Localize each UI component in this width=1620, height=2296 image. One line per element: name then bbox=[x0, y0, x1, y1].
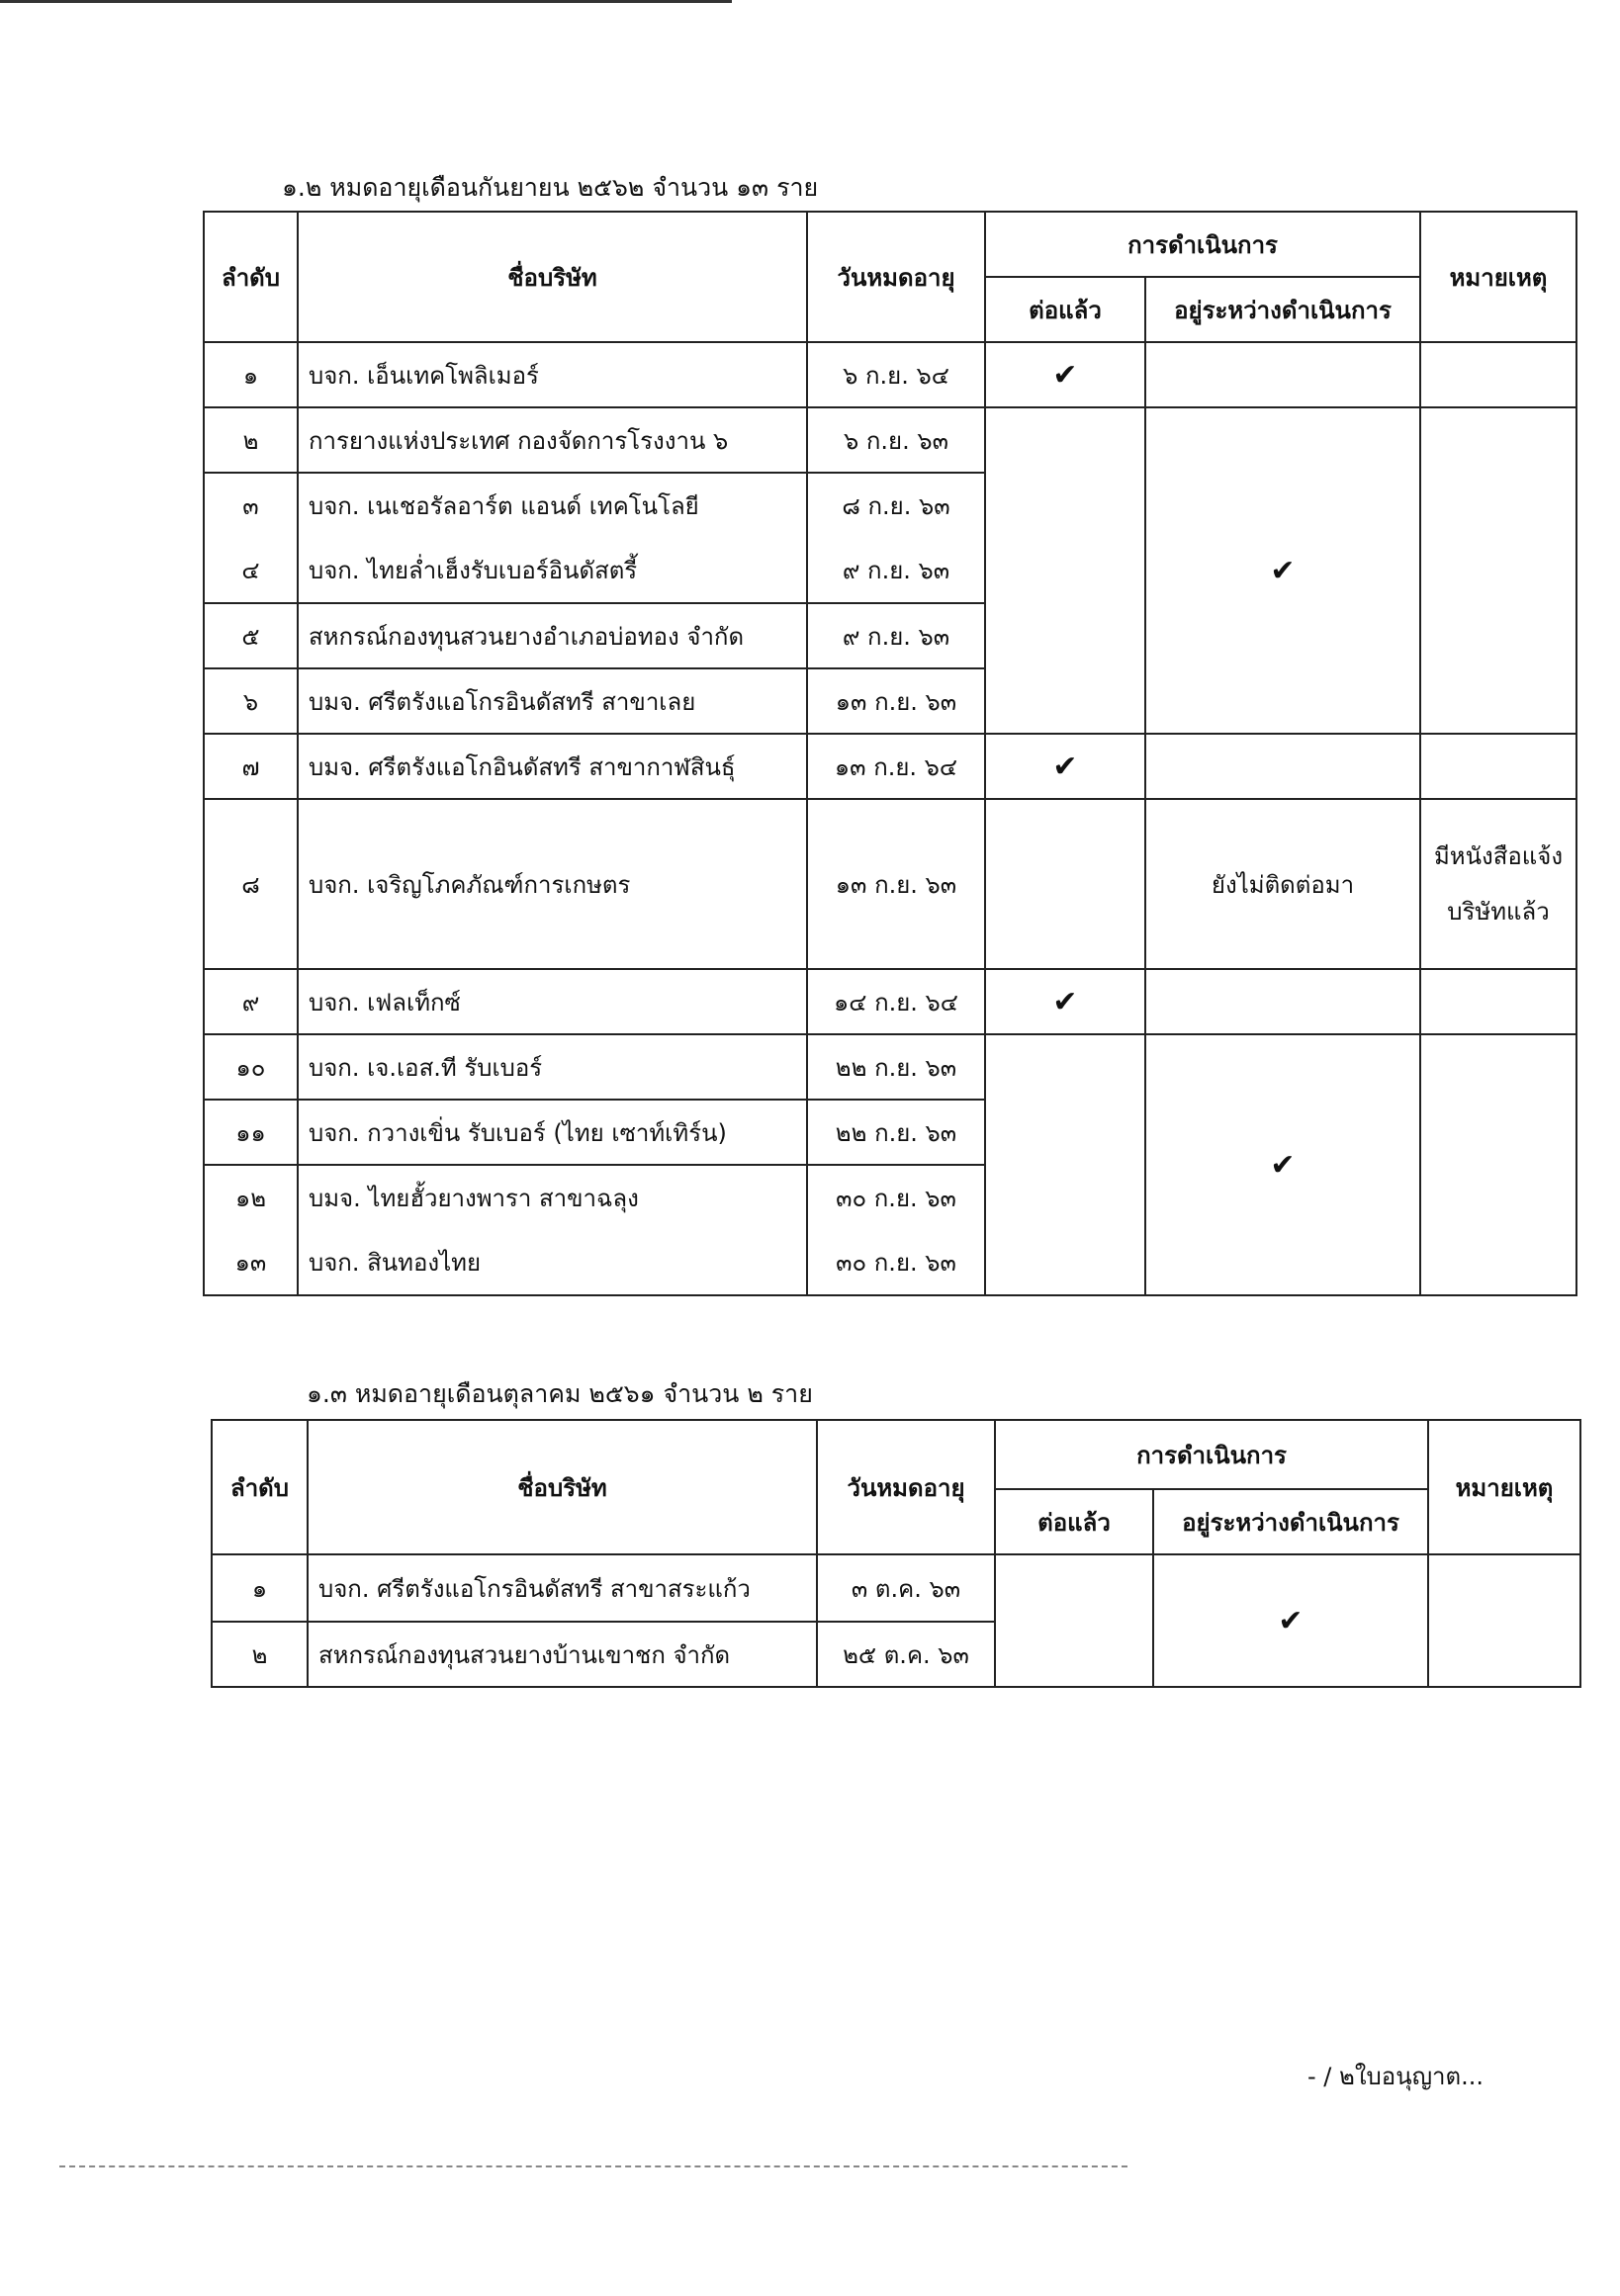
row-company: บจก. เจริญโภคภัณฑ์การเกษตร bbox=[298, 799, 807, 969]
remark-cell bbox=[1420, 969, 1576, 1034]
renewed-check: ✔ bbox=[985, 342, 1145, 407]
header-renewed: ต่อแล้ว bbox=[995, 1489, 1153, 1554]
section-heading-1-3: ๑.๓ หมดอายุเดือนตุลาคม ๒๕๖๑ จำนวน ๒ ราย bbox=[307, 1379, 813, 1408]
row-company: สหกรณ์กองทุนสวนยางบ้านเขาชก จำกัด bbox=[308, 1622, 817, 1687]
row-expiry: ๓๐ ก.ย. ๖๓ bbox=[807, 1165, 985, 1230]
table-oct-2561 bbox=[211, 1419, 1581, 1688]
row-company: บจก. กวางเขิ่น รับเบอร์ (ไทย เซาท์เทิร์น) bbox=[298, 1100, 807, 1165]
row-no: ๑๓ bbox=[204, 1230, 298, 1295]
renewed-cell bbox=[995, 1554, 1153, 1687]
table-row bbox=[204, 969, 1576, 1034]
row-company: บจก. เจ.เอส.ที รับเบอร์ bbox=[298, 1034, 807, 1100]
row-company: บจก. สินทองไทย bbox=[298, 1230, 807, 1295]
row-company: บมจ. ศรีตรังแอโกรอินดัสทรี สาขาเลย bbox=[298, 668, 807, 734]
row-no: ๒ bbox=[212, 1622, 308, 1687]
row-expiry: ๑๔ ก.ย. ๖๔ bbox=[807, 969, 985, 1034]
header-company: ชื่อบริษัท bbox=[308, 1420, 817, 1554]
row-expiry: ๑๓ ก.ย. ๖๓ bbox=[807, 668, 985, 734]
row-no: ๑ bbox=[212, 1554, 308, 1622]
renewed-cell bbox=[985, 1034, 1145, 1295]
row-no: ๑๐ bbox=[204, 1034, 298, 1100]
remark-cell bbox=[1420, 1034, 1576, 1295]
row-no: ๓ bbox=[204, 473, 298, 538]
row-company: บจก. ไทยล่ำเฮ็งรับเบอร์อินดัสตรี้ bbox=[298, 538, 807, 603]
in-progress-cell bbox=[1145, 734, 1420, 799]
header-company: ชื่อบริษัท bbox=[298, 212, 807, 342]
row-no: ๗ bbox=[204, 734, 298, 799]
in-progress-check: ✔ bbox=[1145, 1034, 1420, 1295]
row-no: ๑ bbox=[204, 342, 298, 407]
row-expiry: ๙ ก.ย. ๖๓ bbox=[807, 603, 985, 668]
row-no: ๑๒ bbox=[204, 1165, 298, 1230]
row-company: บจก. เอ็นเทคโพลิเมอร์ bbox=[298, 342, 807, 407]
row-no: ๑๑ bbox=[204, 1100, 298, 1165]
remark-note: มีหนังสือแจ้งบริษัทแล้ว bbox=[1420, 799, 1576, 969]
header-no: ลำดับ bbox=[212, 1420, 308, 1554]
row-expiry: ๖ ก.ย. ๖๔ bbox=[807, 342, 985, 407]
section-heading-1-2: ๑.๒ หมดอายุเดือนกันยายน ๒๕๖๒ จำนวน ๑๓ ราย bbox=[282, 173, 819, 202]
row-expiry: ๑๓ ก.ย. ๖๓ bbox=[807, 799, 985, 969]
remark-cell bbox=[1420, 407, 1576, 734]
table-sep-2562 bbox=[203, 211, 1577, 1296]
row-expiry: ๒๒ ก.ย. ๖๓ bbox=[807, 1034, 985, 1100]
table-row bbox=[204, 1034, 1576, 1100]
renewed-cell bbox=[985, 799, 1145, 969]
header-remark: หมายเหตุ bbox=[1428, 1420, 1580, 1554]
header-action: การดำเนินการ bbox=[995, 1420, 1428, 1489]
renewed-check: ✔ bbox=[985, 969, 1145, 1034]
row-no: ๘ bbox=[204, 799, 298, 969]
remark-cell bbox=[1420, 734, 1576, 799]
row-expiry: ๒๒ ก.ย. ๖๓ bbox=[807, 1100, 985, 1165]
remark-cell bbox=[1420, 342, 1576, 407]
header-no: ลำดับ bbox=[204, 212, 298, 342]
row-expiry: ๘ ก.ย. ๖๓ bbox=[807, 473, 985, 538]
table-row bbox=[204, 734, 1576, 799]
row-expiry: ๑๓ ก.ย. ๖๔ bbox=[807, 734, 985, 799]
table-row bbox=[204, 407, 1576, 473]
row-company: สหกรณ์กองทุนสวนยางอำเภอบ่อทอง จำกัด bbox=[298, 603, 807, 668]
row-expiry: ๖ ก.ย. ๖๓ bbox=[807, 407, 985, 473]
table-row bbox=[204, 799, 1576, 969]
row-company: การยางแห่งประเทศ กองจัดการโรงงาน ๖ bbox=[298, 407, 807, 473]
table-row bbox=[212, 1554, 1580, 1622]
in-progress-check: ✔ bbox=[1145, 407, 1420, 734]
row-expiry: ๒๕ ต.ค. ๖๓ bbox=[817, 1622, 995, 1687]
renewed-check: ✔ bbox=[985, 734, 1145, 799]
header-remark: หมายเหตุ bbox=[1420, 212, 1576, 342]
row-company: บจก. ศรีตรังแอโกรอินดัสทรี สาขาสระแก้ว bbox=[308, 1554, 817, 1622]
header-in-progress: อยู่ระหว่างดำเนินการ bbox=[1145, 277, 1420, 342]
row-no: ๔ bbox=[204, 538, 298, 603]
in-progress-check: ✔ bbox=[1153, 1554, 1428, 1687]
row-no: ๒ bbox=[204, 407, 298, 473]
in-progress-note: ยังไม่ติดต่อมา bbox=[1145, 799, 1420, 969]
row-no: ๙ bbox=[204, 969, 298, 1034]
header-expiry: วันหมดอายุ bbox=[817, 1420, 995, 1554]
row-no: ๕ bbox=[204, 603, 298, 668]
continuation-note: - / ๒ใบอนุญาต... bbox=[1307, 2063, 1484, 2090]
in-progress-cell bbox=[1145, 969, 1420, 1034]
table-row bbox=[204, 342, 1576, 407]
row-company: บมจ. ศรีตรังแอโกอินดัสทรี สาขากาฬสินธุ์ bbox=[298, 734, 807, 799]
in-progress-cell bbox=[1145, 342, 1420, 407]
row-company: บมจ. ไทยฮั้วยางพารา สาขาฉลุง bbox=[298, 1165, 807, 1230]
header-action: การดำเนินการ bbox=[985, 212, 1420, 277]
header-renewed: ต่อแล้ว bbox=[985, 277, 1145, 342]
top-rule bbox=[0, 0, 732, 3]
row-expiry: ๙ ก.ย. ๖๓ bbox=[807, 538, 985, 603]
header-in-progress: อยู่ระหว่างดำเนินการ bbox=[1153, 1489, 1428, 1554]
header-expiry: วันหมดอายุ bbox=[807, 212, 985, 342]
renewed-cell bbox=[985, 407, 1145, 734]
remark-cell bbox=[1428, 1554, 1580, 1687]
row-expiry: ๓ ต.ค. ๖๓ bbox=[817, 1554, 995, 1622]
row-no: ๖ bbox=[204, 668, 298, 734]
footer-dashed-rule bbox=[59, 2165, 1127, 2167]
row-company: บจก. เฟลเท็กซ์ bbox=[298, 969, 807, 1034]
row-company: บจก. เนเชอรัลอาร์ต แอนด์ เทคโนโลยี bbox=[298, 473, 807, 538]
row-expiry: ๓๐ ก.ย. ๖๓ bbox=[807, 1230, 985, 1295]
